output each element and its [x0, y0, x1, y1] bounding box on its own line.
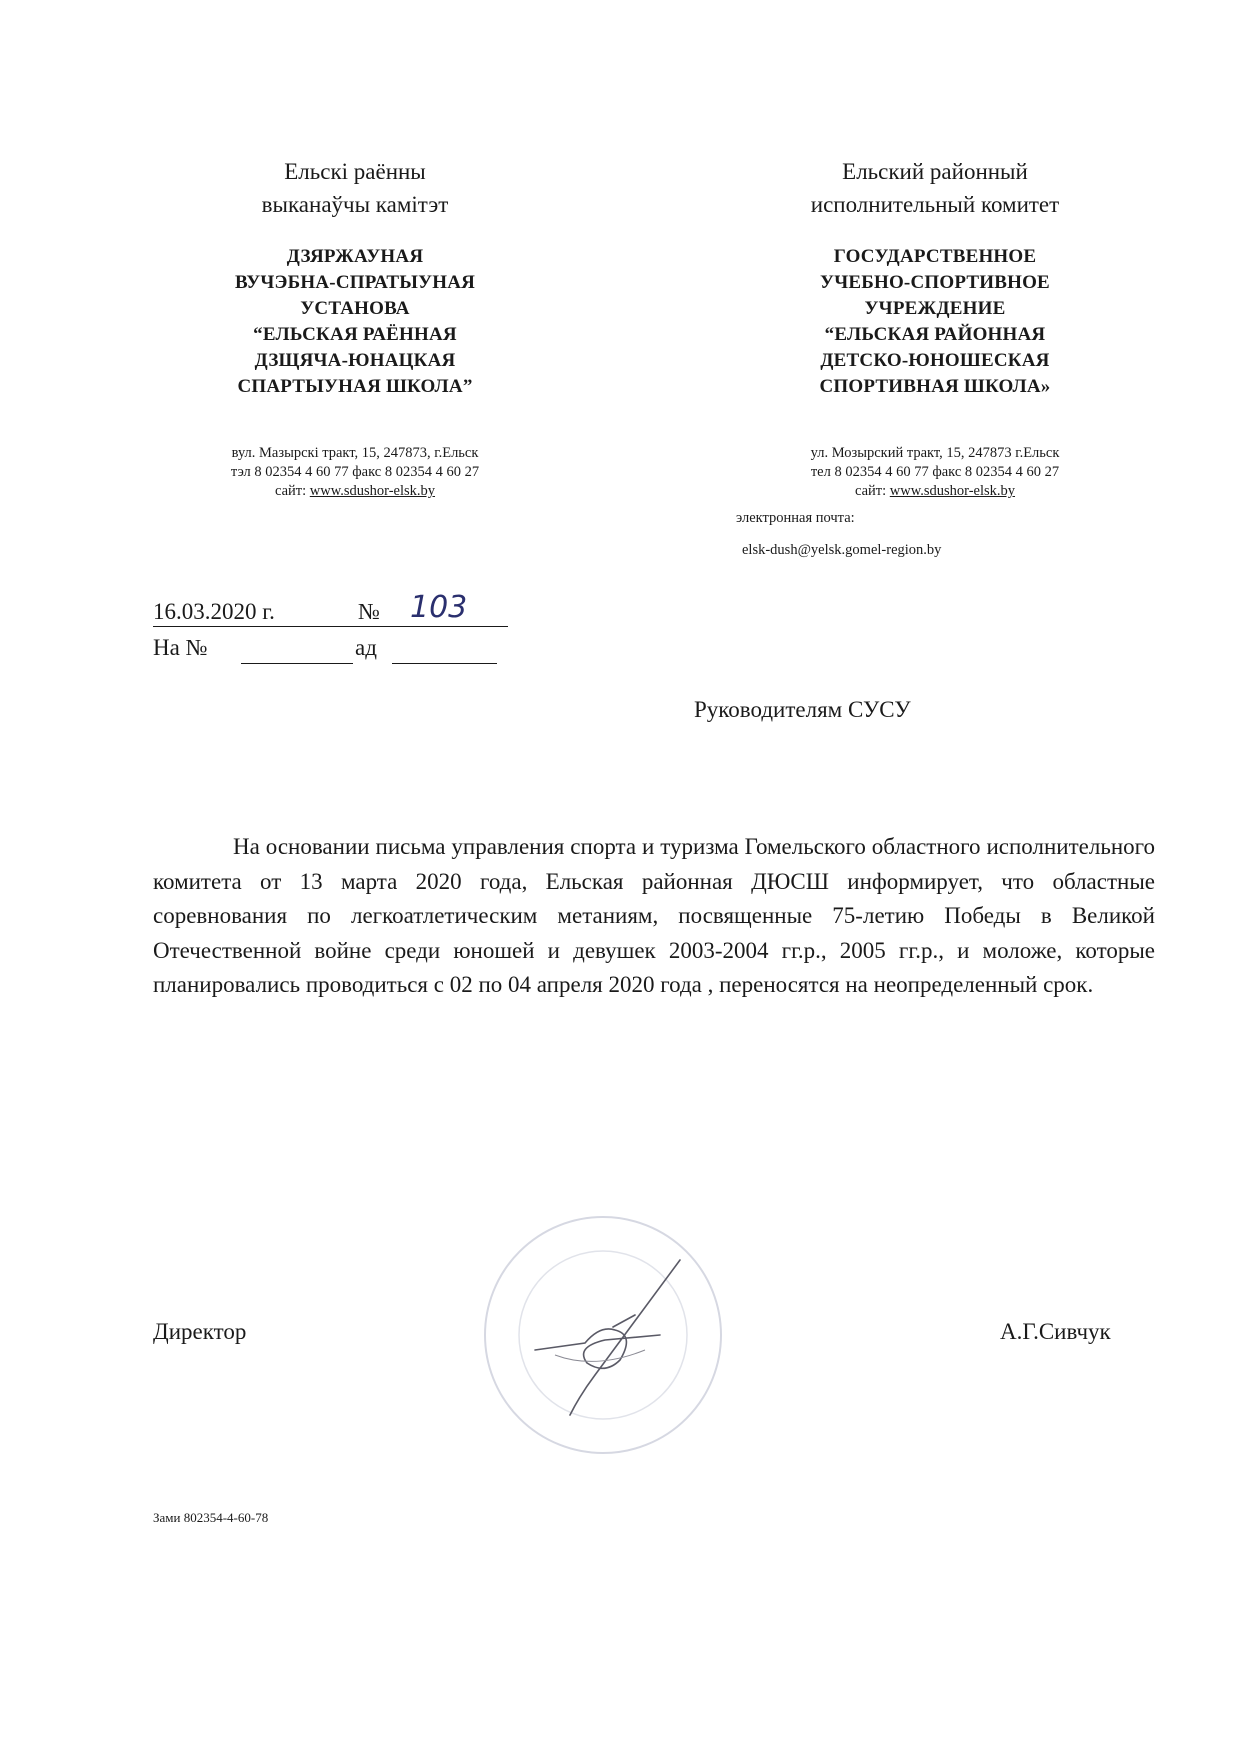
website	[185, 482, 525, 501]
contacts-left	[185, 444, 525, 501]
org-line-2: исполнительный комитет	[810, 192, 1060, 217]
signatory-name: А.Г.Сивчук	[1000, 1319, 1111, 1344]
inst-line: “ЕЛЬСКАЯ РАЙОННАЯ	[824, 324, 1046, 345]
inst-line: ГОСУДАРСТВЕННОЕ	[833, 246, 1037, 267]
institution-name-right	[735, 244, 1135, 400]
inst-line: УЧЕБНО-СПОРТИВНОЕ	[820, 272, 1050, 293]
inst-line: СПОРТИВНАЯ ШКОЛА»	[819, 376, 1051, 397]
handwritten-number: 103	[410, 590, 468, 625]
reply-number-line	[241, 663, 353, 664]
org-name-left	[185, 155, 525, 221]
signature-scribble	[525, 1255, 725, 1425]
reply-number-label: На №	[153, 635, 208, 660]
site-label: сайт:	[274, 483, 310, 499]
body-paragraph: На основании письма управления спорта и туризма Гомельского областного исполнительного комитета от 13 марта 2020 года, Ельская районная ДЮСШ информирует, что областные соревнования по легкоатлетическим метаниям, посвященные 75-летию Победы в Великой Отечественной войне среди юношей и девушек 2003-2004 гг.р., 2005 гг.р., и моложе, которые планировались проводиться с 02 по 04 апреля 2020 года , переносятся на неопределенный срок.	[153, 834, 1155, 997]
address: ул. Мозырский тракт, 15, 247873 г.Ельск	[810, 445, 1060, 461]
reply-from-label: ад	[355, 635, 377, 660]
inst-line: ДЗЯРЖАУНАЯ	[286, 246, 424, 267]
footer-note: Зами 802354-4-60-78	[153, 1510, 269, 1525]
address: вул. Мазырскі тракт, 15, 247873, г.Ельск	[231, 445, 479, 461]
inst-line: “ЕЛЬСКАЯ РАЁННАЯ	[253, 324, 457, 345]
inst-line: ВУЧЭБНА-СПРАТЫУНАЯ	[234, 272, 476, 293]
letter-body	[153, 830, 1155, 1003]
date-underline	[153, 626, 508, 627]
number-label: №	[358, 599, 380, 624]
phone-fax: тэл 8 02354 4 60 77 факс 8 02354 4 60 27	[230, 464, 480, 480]
document-date: 16.03.2020 г.	[153, 599, 275, 624]
email-address[interactable]: elsk-dush@yelsk.gomel-region.by	[742, 542, 942, 558]
signatory-position: Директор	[153, 1319, 247, 1344]
inst-line: УСТАНОВА	[300, 298, 410, 319]
website	[735, 482, 1135, 501]
inst-line: ДЗЩЯЧА-ЮНАЦКАЯ	[254, 350, 456, 371]
site-label: сайт:	[854, 483, 890, 499]
inst-line: ДЕТСКО-ЮНОШЕСКАЯ	[820, 350, 1050, 371]
org-line-1: Ельскі раённы	[284, 159, 426, 184]
addressee: Руководителям СУСУ	[694, 697, 911, 722]
org-name-right	[735, 155, 1135, 221]
inst-line: СПАРТЫУНАЯ ШКОЛА”	[237, 376, 473, 397]
site-link[interactable]: www.sdushor-elsk.by	[889, 483, 1016, 499]
email-label: электронная почта:	[736, 510, 855, 526]
inst-line: УЧРЕЖДЕНИЕ	[864, 298, 1006, 319]
institution-name-left	[185, 244, 525, 400]
reply-from-line	[392, 663, 497, 664]
org-line-2: выканаўчы камітэт	[261, 192, 449, 217]
contacts-right	[735, 444, 1135, 501]
site-link[interactable]: www.sdushor-elsk.by	[309, 483, 436, 499]
org-line-1: Ельский районный	[842, 159, 1028, 184]
phone-fax: тел 8 02354 4 60 77 факс 8 02354 4 60 27	[810, 464, 1060, 480]
